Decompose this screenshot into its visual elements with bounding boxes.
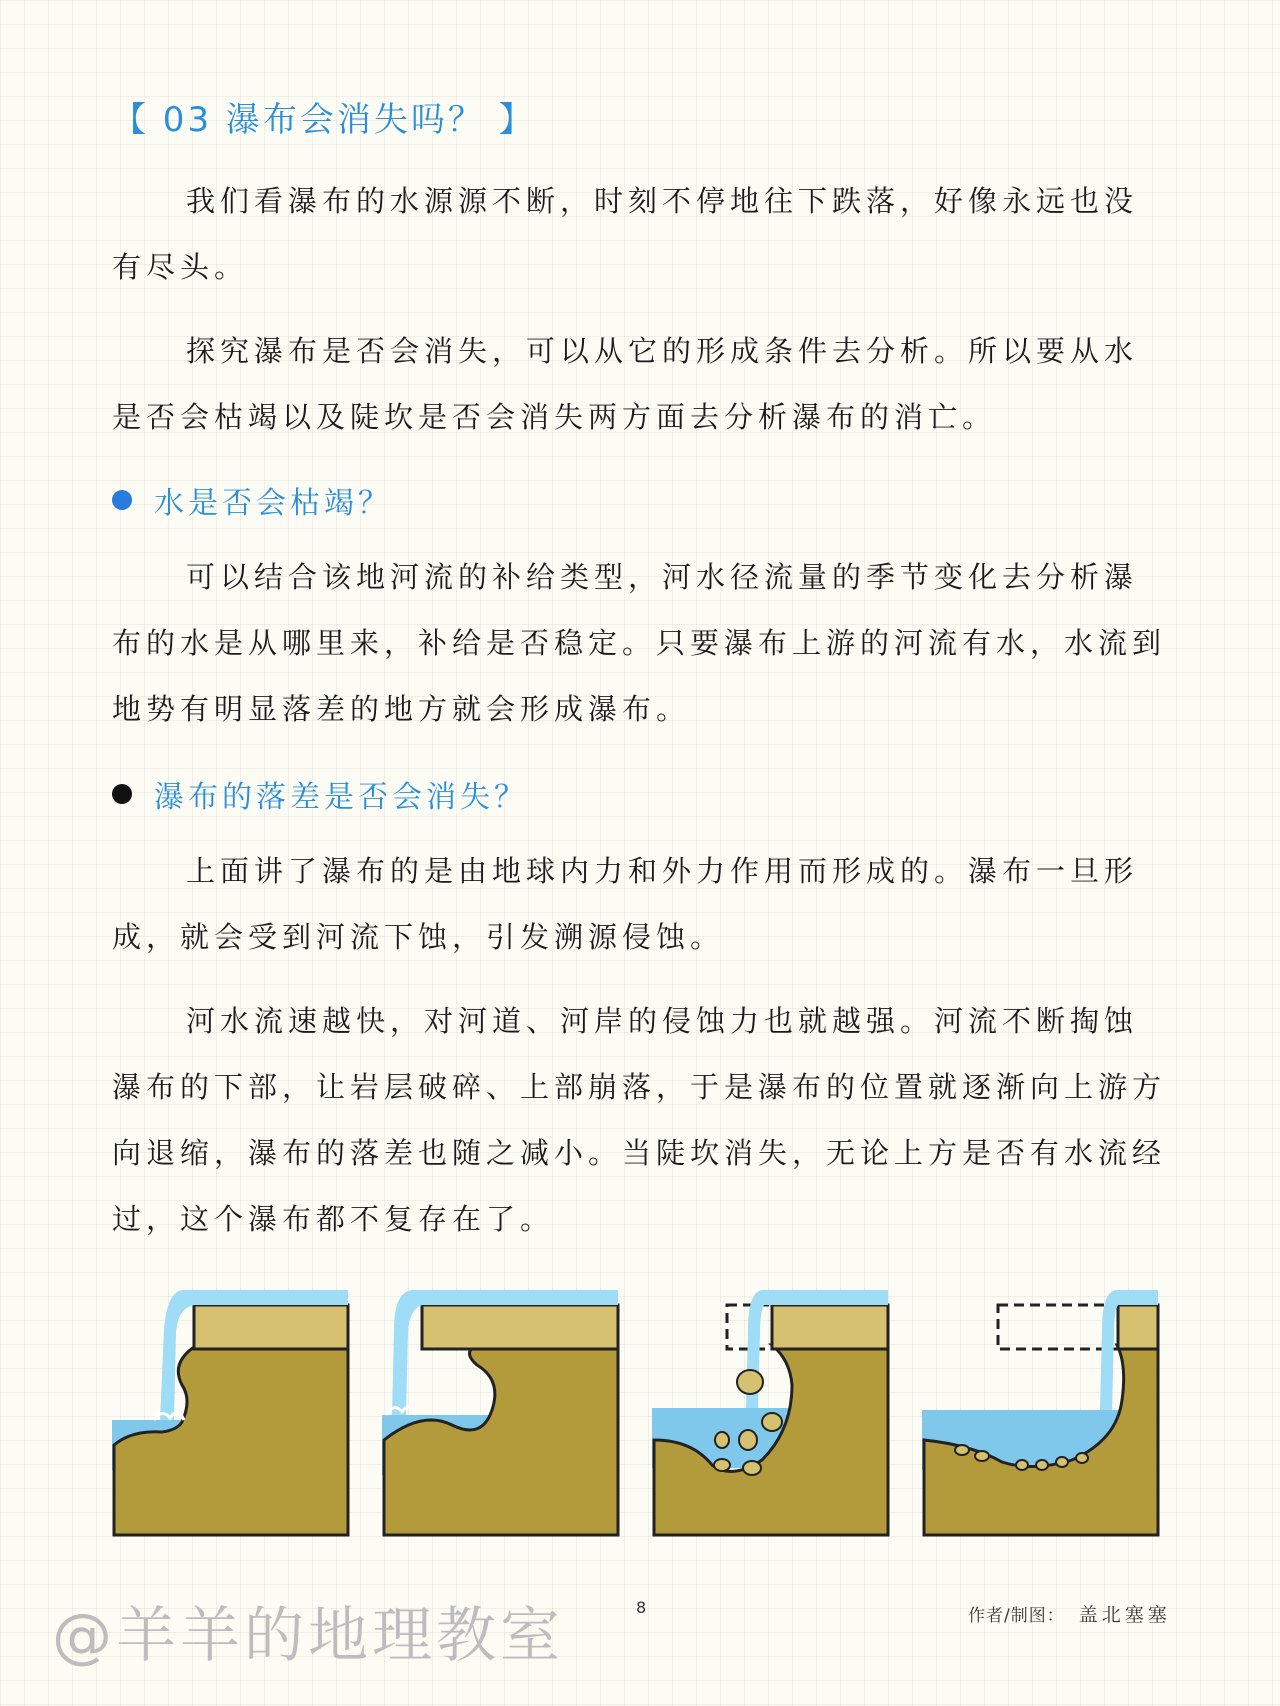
stage-1-rock bbox=[114, 1345, 348, 1535]
paragraph-5: 河水流速越快，对河道、河岸的侵蚀力也就越强。河流不断掏蚀瀑布的下部，让岩层破碎、上部崩落，于是瀑布的位置就逐渐向上游方向退缩，瀑布的落差也随之减小。当陡坎消失，无论上方是否有水流经过，这个瀑布都不复存在了。 bbox=[112, 1004, 1167, 1236]
rock-fragment-icon bbox=[714, 1459, 730, 1471]
bullet-heading-2 bbox=[112, 772, 528, 816]
stage-4-caprock bbox=[1118, 1305, 1158, 1349]
rock-fragment-icon bbox=[1076, 1453, 1088, 1463]
paragraph-1: 我们看瀑布的水源源不断，时刻不停地往下跌落，好像永远也没有尽头。 bbox=[112, 184, 1139, 284]
stage-1-panel bbox=[112, 1290, 348, 1535]
watermark: @羊羊的地理教室 bbox=[52, 1601, 564, 1671]
rock-fragment-icon bbox=[762, 1413, 782, 1431]
paragraph-2: 探究瀑布是否会消失，可以从它的形成条件去分析。所以要从水是否会枯竭以及陡坎是否会消失两方面去分析瀑布的消亡。 bbox=[112, 334, 1139, 434]
stage-2-rock bbox=[384, 1345, 618, 1535]
stage-2-caprock bbox=[422, 1305, 618, 1349]
rock-fragment-icon bbox=[975, 1451, 989, 1461]
rock-fragment-icon bbox=[1016, 1460, 1028, 1470]
stage-4-collapsed-outline bbox=[998, 1305, 1118, 1349]
credit-name: 盖北塞塞 bbox=[1078, 1604, 1171, 1626]
stage-1-caprock bbox=[194, 1305, 348, 1349]
bullet-dot-icon bbox=[112, 490, 132, 510]
rock-fragment-icon bbox=[739, 1430, 757, 1450]
rock-fragment-icon bbox=[1036, 1460, 1048, 1470]
stage-3-panel bbox=[652, 1290, 888, 1535]
rock-fragment-icon bbox=[743, 1461, 761, 1475]
bullet-heading-1-text: 水是否会枯竭？ bbox=[154, 486, 392, 521]
bullet-heading-1 bbox=[112, 478, 392, 522]
bullet-dot-icon bbox=[112, 784, 132, 804]
stage-4-panel bbox=[922, 1290, 1158, 1535]
rock-fragment-icon bbox=[1056, 1457, 1068, 1467]
bullet-heading-2-text: 瀑布的落差是否会消失？ bbox=[154, 780, 528, 815]
rock-fragment-icon bbox=[737, 1370, 763, 1394]
author-credit bbox=[968, 1600, 1171, 1627]
stage-3-caprock bbox=[772, 1305, 888, 1349]
rock-fragment-icon bbox=[715, 1432, 729, 1448]
paragraph-4: 上面讲了瀑布的是由地球内力和外力作用而形成的。瀑布一旦形成，就会受到河流下蚀，引发溯源侵蚀。 bbox=[112, 854, 1139, 954]
section-title: 【 03 瀑布会消失吗？ 】 bbox=[112, 100, 536, 140]
credit-label: 作者/制图： bbox=[968, 1606, 1065, 1626]
paragraph-3: 可以结合该地河流的补给类型，河水径流量的季节变化去分析瀑布的水是从哪里来，补给是否稳定。只要瀑布上游的河流有水，水流到地势有明显落差的地方就会形成瀑布。 bbox=[112, 560, 1167, 726]
page-number: 8 bbox=[636, 1598, 647, 1617]
waterfall-retreat-illustration bbox=[112, 1290, 1172, 1545]
stage-2-panel bbox=[382, 1290, 618, 1535]
rock-fragment-icon bbox=[955, 1445, 969, 1455]
